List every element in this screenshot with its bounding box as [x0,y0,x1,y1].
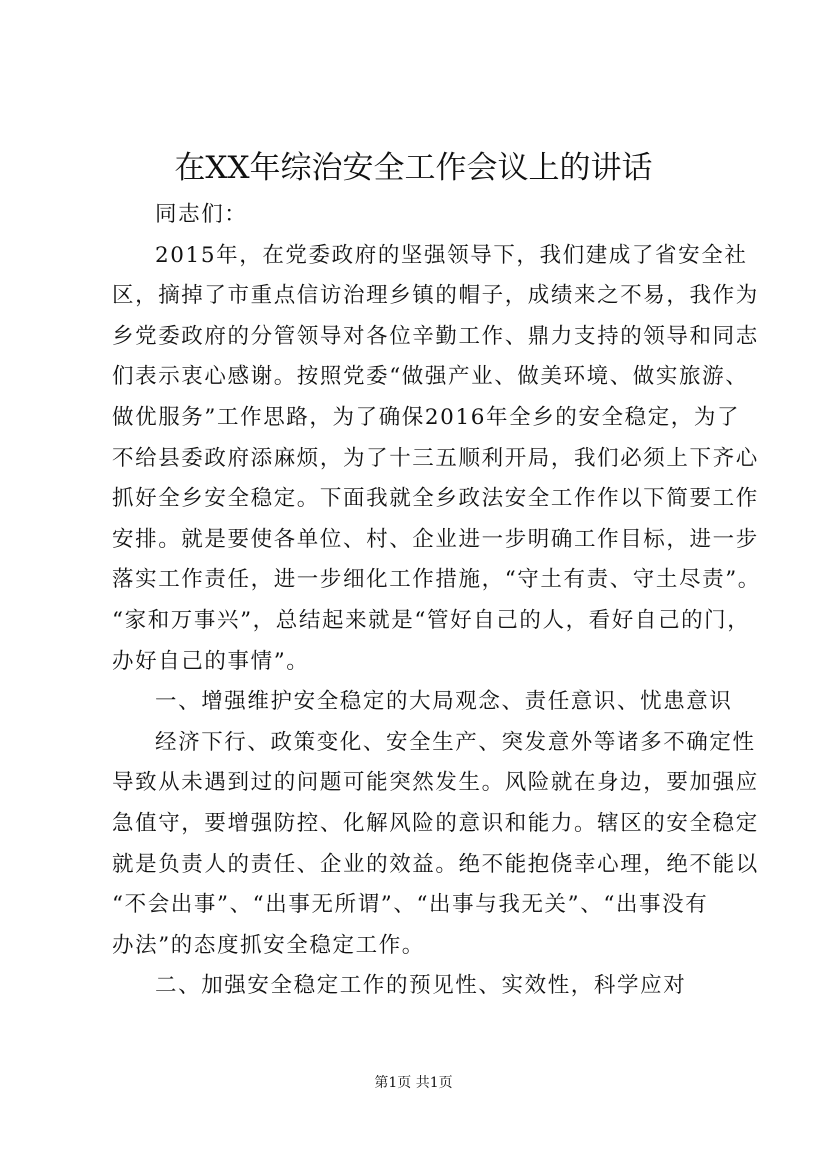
document-body [112,195,761,1007]
paragraph-line: 办好自己的事情”。 [112,648,310,674]
paragraph-line: 抓好全乡安全稳定。下面我就全乡政法安全工作作以下简要工作 [112,486,759,512]
paragraph-line: 经济下行、政策变化、安全生产、突发意外等诸多不确定性 [155,729,756,755]
paragraph-line: 们表示衷心感谢。按照党委“做强产业、做美环境、做实旅游、 [112,364,749,390]
paragraph-line: 落实工作责任，进一步细化工作措施，“守土有责、守土尽责”。 [112,567,761,593]
document-title: 在XX年综治安全工作会议上的讲话 [174,150,653,186]
paragraph-line: 办法”的态度抓安全稳定工作。 [112,932,425,958]
paragraph-line: 2015年，在党委政府的坚强领导下，我们建成了省安全社 [155,242,748,268]
paragraph-line: 急值守，要增强防控、化解风险的意识和能力。辖区的安全稳定 [112,810,759,836]
paragraph-line: 区，摘掉了市重点信访治理乡镇的帽子，成绩来之不易，我作为 [112,283,759,309]
section-heading: 一、增强维护安全稳定的大局观念、责任意识、忧患意识 [155,689,733,715]
paragraph-line: “家和万事兴”，总结起来就是“管好自己的人，看好自己的门， [112,607,751,633]
salutation-line: 同志们： [155,202,248,227]
paragraph-line: 乡党委政府的分管领导对各位辛勤工作、鼎力支持的领导和同志 [112,323,759,349]
paragraph-line: 不给县委政府添麻烦，为了十三五顺利开局，我们必须上下齐心 [112,445,759,471]
paragraph-line: “不会出事”、“出事无所谓”、“出事与我无关”、“出事没有 [112,892,709,918]
paragraph-line: 做优服务”工作思路，为了确保2016年全乡的安全稳定，为了 [112,404,741,430]
paragraph-line: 导致从未遇到过的问题可能突然发生。风险就在身边，要加强应 [112,770,759,796]
page-footer: 第1页 共1页 [374,1075,453,1091]
paragraph-line: 就是负责人的责任、企业的效益。绝不能抱侥幸心理，绝不能以 [112,851,759,877]
section-heading: 二、加强安全稳定工作的预见性、实效性，科学应对 [155,973,687,999]
paragraph-line: 安排。就是要使各单位、村、企业进一步明确工作目标，进一步 [112,526,759,552]
